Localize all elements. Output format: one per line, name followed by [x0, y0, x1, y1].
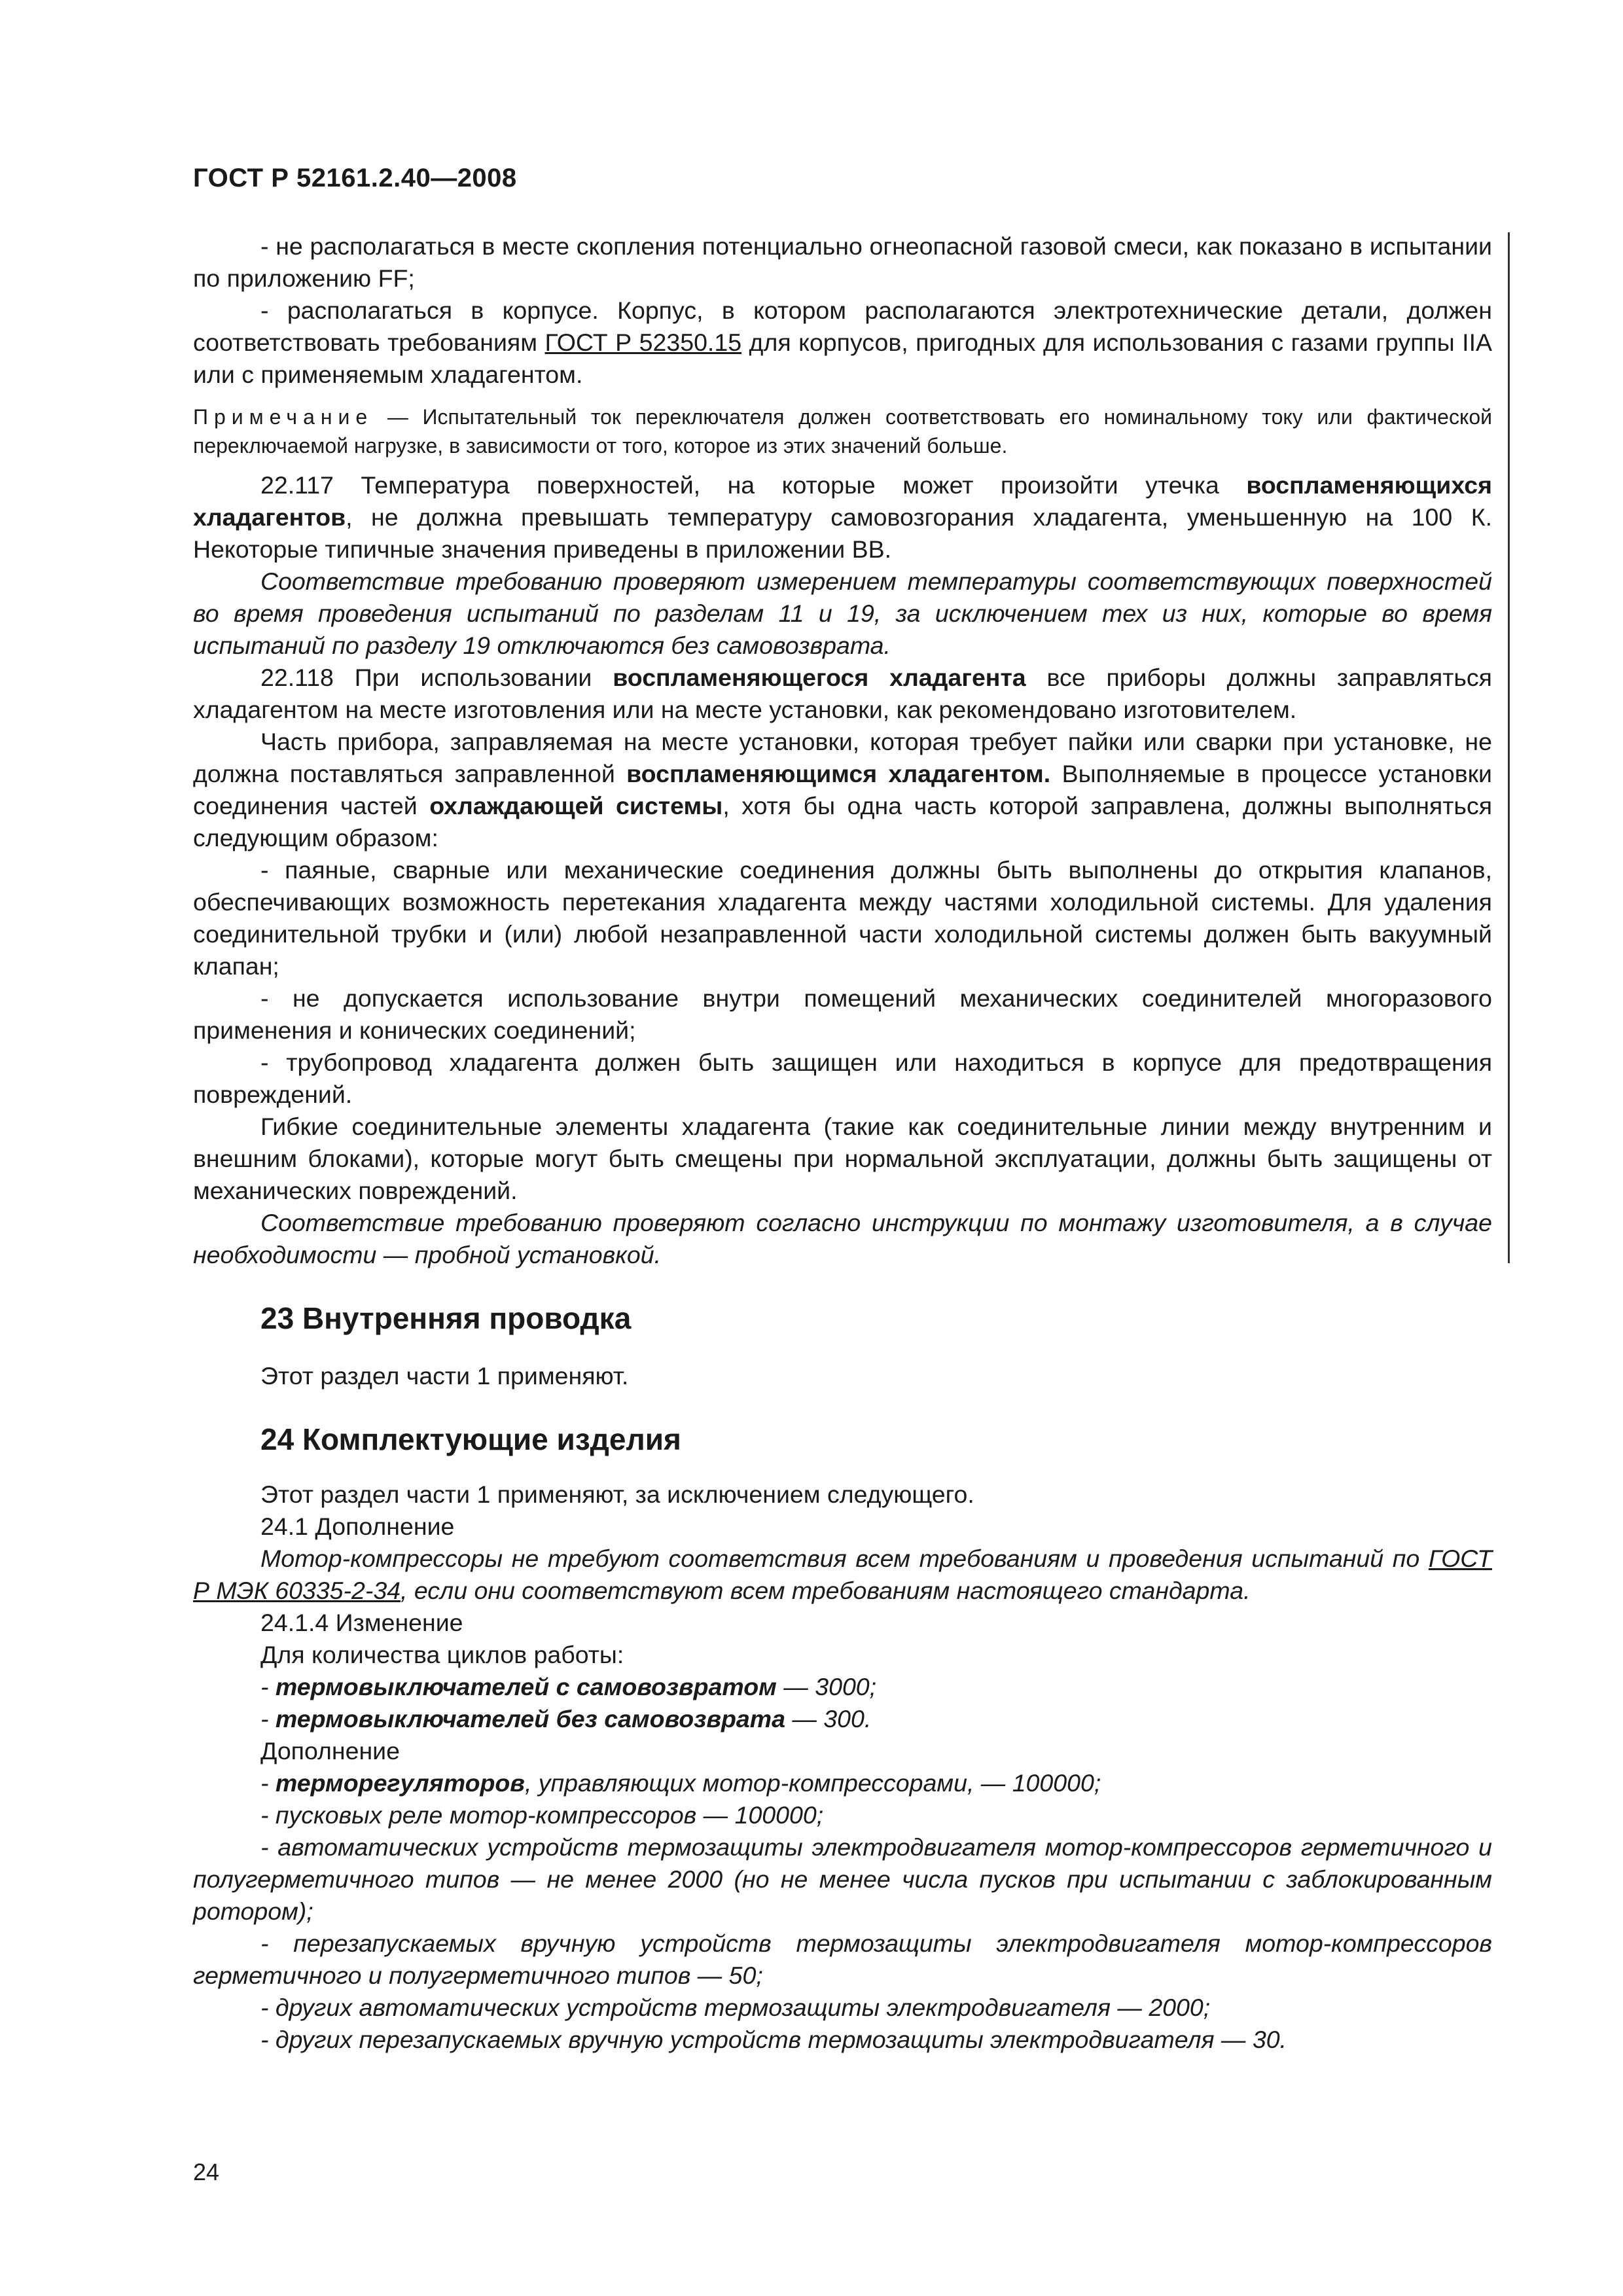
- list-item: [193, 1767, 1492, 1799]
- note: [193, 403, 1492, 460]
- paragraph: Для количества циклов работы:: [260, 1641, 624, 1668]
- change-bar: [1508, 232, 1510, 1263]
- list-item: - трубопровод хладагента должен быть защищен или находиться в корпусе для предотвращения повреждений.: [193, 1049, 1492, 1108]
- text: -: [260, 1673, 276, 1700]
- list-item: - перезапускаемых вручную устройств термозащиты электродвигателя мотор-компрессоров герметичного и полугерметичного типов — 50;: [193, 1929, 1492, 1989]
- bold-term: воспламеняющимся хладагентом.: [626, 760, 1051, 787]
- text: - не располагаться в месте скопления потенциально огнеопасной газовой смеси, как показано в испытании по приложению FF;: [193, 232, 1492, 292]
- bold-term: охлаждающей системы: [429, 792, 723, 819]
- section-title-24: 24 Комплектующие изделия: [260, 1422, 681, 1456]
- text: - располагаться в корпусе. Корпус, в котором располагаются электротехнические детали, должен соответствовать требованиям: [193, 296, 1492, 356]
- subclause-title: 24.1 Дополнение: [260, 1513, 455, 1540]
- note-text: — Испытательный ток переключателя должен соответствовать его номинальному току или фактической переключаемой нагрузке, в зависимости от того, которое из этих значений больше.: [193, 405, 1492, 457]
- text: — 300.: [785, 1705, 872, 1732]
- list-item: [193, 1703, 1492, 1735]
- compliance-check: Соответствие требованию проверяют согласно инструкции по монтажу изготовителя, а в случае необходимости — пробной установкой.: [193, 1209, 1492, 1268]
- clause-22-118: [193, 662, 1492, 726]
- paragraph: Этот раздел части 1 применяют, за исключением следующего.: [260, 1480, 974, 1508]
- text: для корпусов, пригодных для использования с газами группы IIA или с применяемым хладагентом.: [193, 329, 1492, 388]
- paragraph: [193, 230, 1492, 295]
- list-item: - других автоматических устройств термозащиты электродвигателя — 2000;: [260, 1994, 1211, 2021]
- gost-link[interactable]: ГОСТ Р 52350.15: [544, 329, 742, 356]
- compliance-check: Соответствие требованию проверяют измерением температуры соответствующих поверхностей во время проведения испытаний по разделам 11 и 19, за исключением тех из них, которые во время испытаний по разделу 19 отключаются без самовозврата.: [193, 567, 1492, 659]
- list-item: - паяные, сварные или механические соединения должны быть выполнены до открытия клапанов, обеспечивающих возможность перетекания хладагента между частями холодильной системы. Для удаления соединительной трубки и (или) любой незаправленной части холодильной системы должен быть вакуумный клапан;: [193, 856, 1492, 980]
- list-item: - автоматических устройств термозащиты электродвигателя мотор-компрессоров герметичного и полугерметичного типов — не менее 2000 (но не менее числа пусков при испытании с заблокированным ротором);: [193, 1833, 1492, 1925]
- gost-link[interactable]: ГОСТ Р МЭК 60335-2-34: [193, 1545, 1492, 1604]
- bold-term: воспламеняющихся хладагентов: [193, 471, 1492, 531]
- section-title-23: 23 Внутренняя проводка: [260, 1301, 632, 1335]
- document-body: [193, 230, 1492, 2056]
- text: , управляющих мотор-компрессорами, — 100000;: [524, 1769, 1101, 1797]
- list-item: - пусковых реле мотор-компрессоров — 100000;: [260, 1801, 824, 1829]
- page-number: 24: [193, 2159, 220, 2185]
- paragraph: Гибкие соединительные элементы хладагента (такие как соединительные линии между внутренним и внешним блоками), которые могут быть смещены при нормальной эксплуатации, должны быть защищены от механических повреждений.: [193, 1113, 1492, 1204]
- list-item: - других перезапускаемых вручную устройств термозащиты электродвигателя — 30.: [260, 2026, 1287, 2053]
- text: 22.117 Температура поверхностей, на которые может произойти утечка: [260, 471, 1247, 499]
- text: -: [260, 1769, 276, 1797]
- text: Часть прибора, заправляемая на месте установки, которая требует пайки или сварки при установке, не должна поставляться заправленной: [193, 728, 1492, 787]
- bold-term: терморегуляторов: [275, 1769, 525, 1797]
- list-item: - не допускается использование внутри помещений механических соединителей многоразового применения и конических соединений;: [193, 984, 1492, 1044]
- bold-term: термовыключателей с самовозвратом: [275, 1673, 777, 1700]
- paragraph: Дополнение: [260, 1737, 400, 1765]
- text: -: [260, 1705, 276, 1732]
- paragraph: [193, 295, 1492, 391]
- text: Мотор-компрессоры не требуют соответствия всем требованиям и проведения испытаний по: [260, 1545, 1429, 1572]
- text: , хотя бы одна часть которой заправлена, должны выполняться следующим образом:: [193, 792, 1492, 852]
- list-item: [193, 1671, 1492, 1703]
- subclause-title: 24.1.4 Изменение: [260, 1609, 463, 1636]
- text: 22.118 При использовании: [260, 664, 613, 691]
- paragraph: Этот раздел части 1 применяют.: [260, 1362, 629, 1390]
- text: , если они соответствуют всем требованиям настоящего стандарта.: [401, 1577, 1251, 1604]
- note-label: Примечание: [193, 405, 374, 429]
- paragraph: [193, 1543, 1492, 1607]
- document-header: ГОСТ Р 52161.2.40—2008: [193, 164, 517, 192]
- bold-term: воспламеняющегося хладагента: [613, 664, 1026, 691]
- text: , не должна превышать температуру самовозгорания хладагента, уменьшенную на 100 К. Некоторые типичные значения приведены в приложении ВВ.: [193, 503, 1492, 563]
- clause-22-117: [193, 469, 1492, 565]
- text: Выполняемые в процессе установки соединения частей: [193, 760, 1492, 819]
- bold-term: термовыключателей без самовозврата: [275, 1705, 785, 1732]
- text: все приборы должны заправляться хладагентом на месте изготовления или на месте установки, как рекомендовано изготовителем.: [193, 664, 1492, 723]
- text: — 3000;: [776, 1673, 877, 1700]
- paragraph: [193, 726, 1492, 854]
